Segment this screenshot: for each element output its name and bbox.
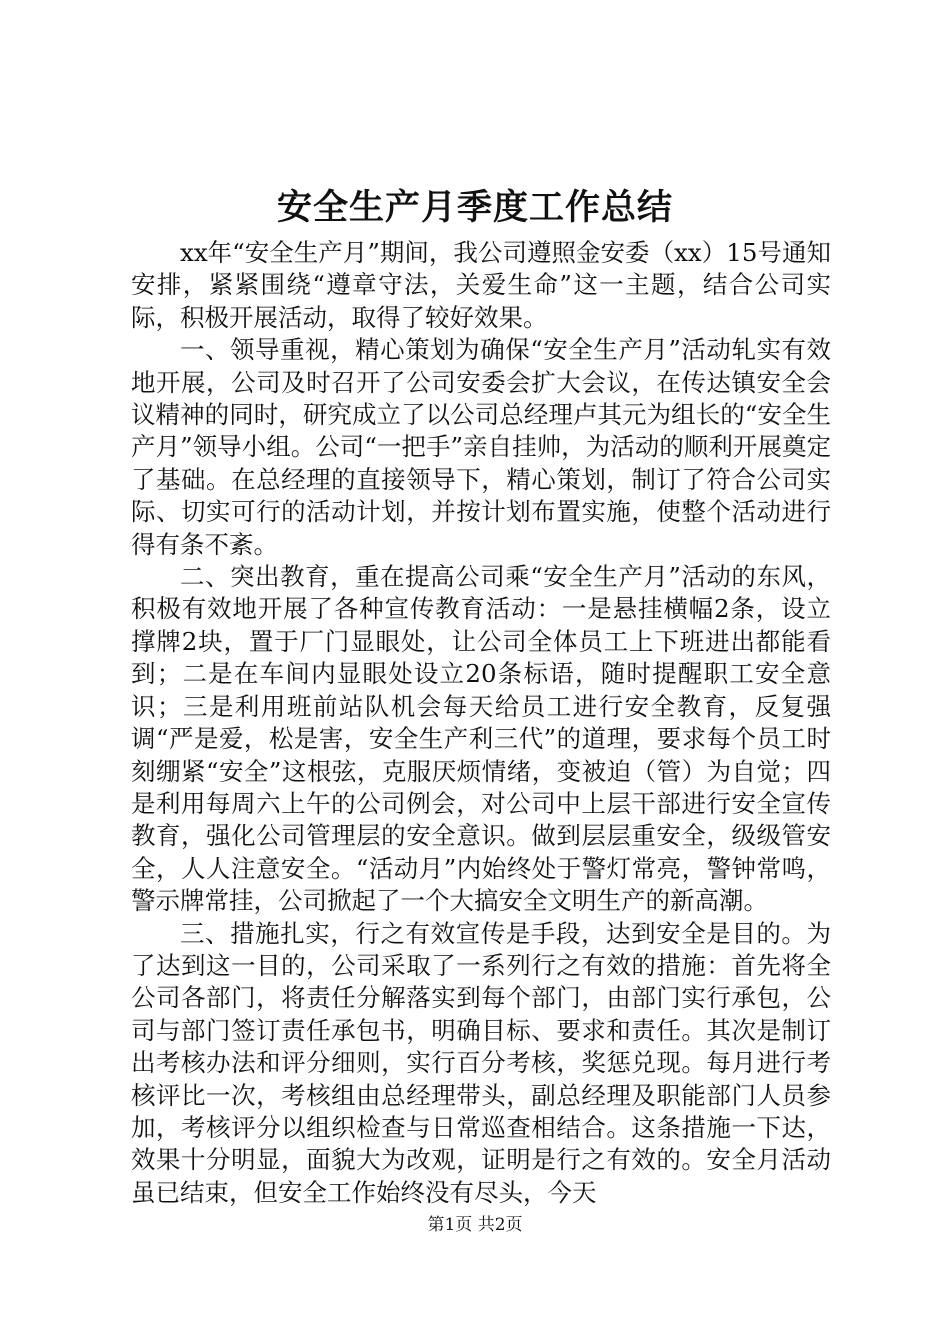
document-body <box>131 237 831 1209</box>
paragraph-intro: xx年“安全生产月”期间，我公司遵照金安委（xx）15号通知安排，紧紧围绕“遵章守法，关爱生命”这一主题，结合公司实际，积极开展活动，取得了较好效果。 <box>131 238 831 332</box>
page-number-footer: 第1页 共2页 <box>427 1215 523 1235</box>
document-title: 安全生产月季度工作总结 <box>276 187 673 228</box>
paragraph-section-3: 三、措施扎实，行之有效宣传是手段，达到安全是目的。为了达到这一目的，公司采取了一系列行之有效的措施：首先将全公司各部门，将责任分解落实到每个部门，由部门实行承包，公司与部门签订责任承包书，明确目标、要求和责任。其次是制订出考核办法和评分细则，实行百分考核，奖惩兑现。每月进行考核评比一次，考核组由总经理带头，副总经理及职能部门人员参加，考核评分以组织检查与日常巡查相结合。这条措施一下达，效果十分明显，面貌大为改观，证明是行之有效的。安全月活动虽已结束，但安全工作始终没有尽头，今天 <box>131 918 831 1207</box>
paragraph-section-1: 一、领导重视，精心策划为确保“安全生产月”活动轧实有效地开展，公司及时召开了公司安委会扩大会议，在传达镇安全会议精神的同时，研究成立了以公司总经理卢其元为组长的“安全生产月”领导小组。公司“一把手”亲自挂帅，为活动的顺利开展奠定了基础。在总经理的直接领导下，精心策划，制订了符合公司实际、切实可行的活动计划，并按计划布置实施，使整个活动进行得有条不紊。 <box>131 335 831 559</box>
paragraph-section-2: 二、突出教育，重在提高公司乘“安全生产月”活动的东风，积极有效地开展了各种宣传教育活动：一是悬挂横幅2条，设立撑牌2块，置于厂门显眼处，让公司全体员工上下班进出都能看到；二是在车间内显眼处设立20条标语，随时提醒职工安全意识；三是利用班前站队机会每天给员工进行安全教育，反复强调“严是爱，松是害，安全生产利三代”的道理，要求每个员工时刻绷紧“安全”这根弦，克服厌烦情绪，变被迫（管）为自觉；四是利用每周六上午的公司例会，对公司中上层干部进行安全宣传教育，强化公司管理层的安全意识。做到层层重安全，级级管安全，人人注意安全。“活动月”内始终处于警灯常亮，警钟常鸣，警示牌常挂，公司掀起了一个大搞安全文明生产的新高潮。 <box>131 562 831 916</box>
